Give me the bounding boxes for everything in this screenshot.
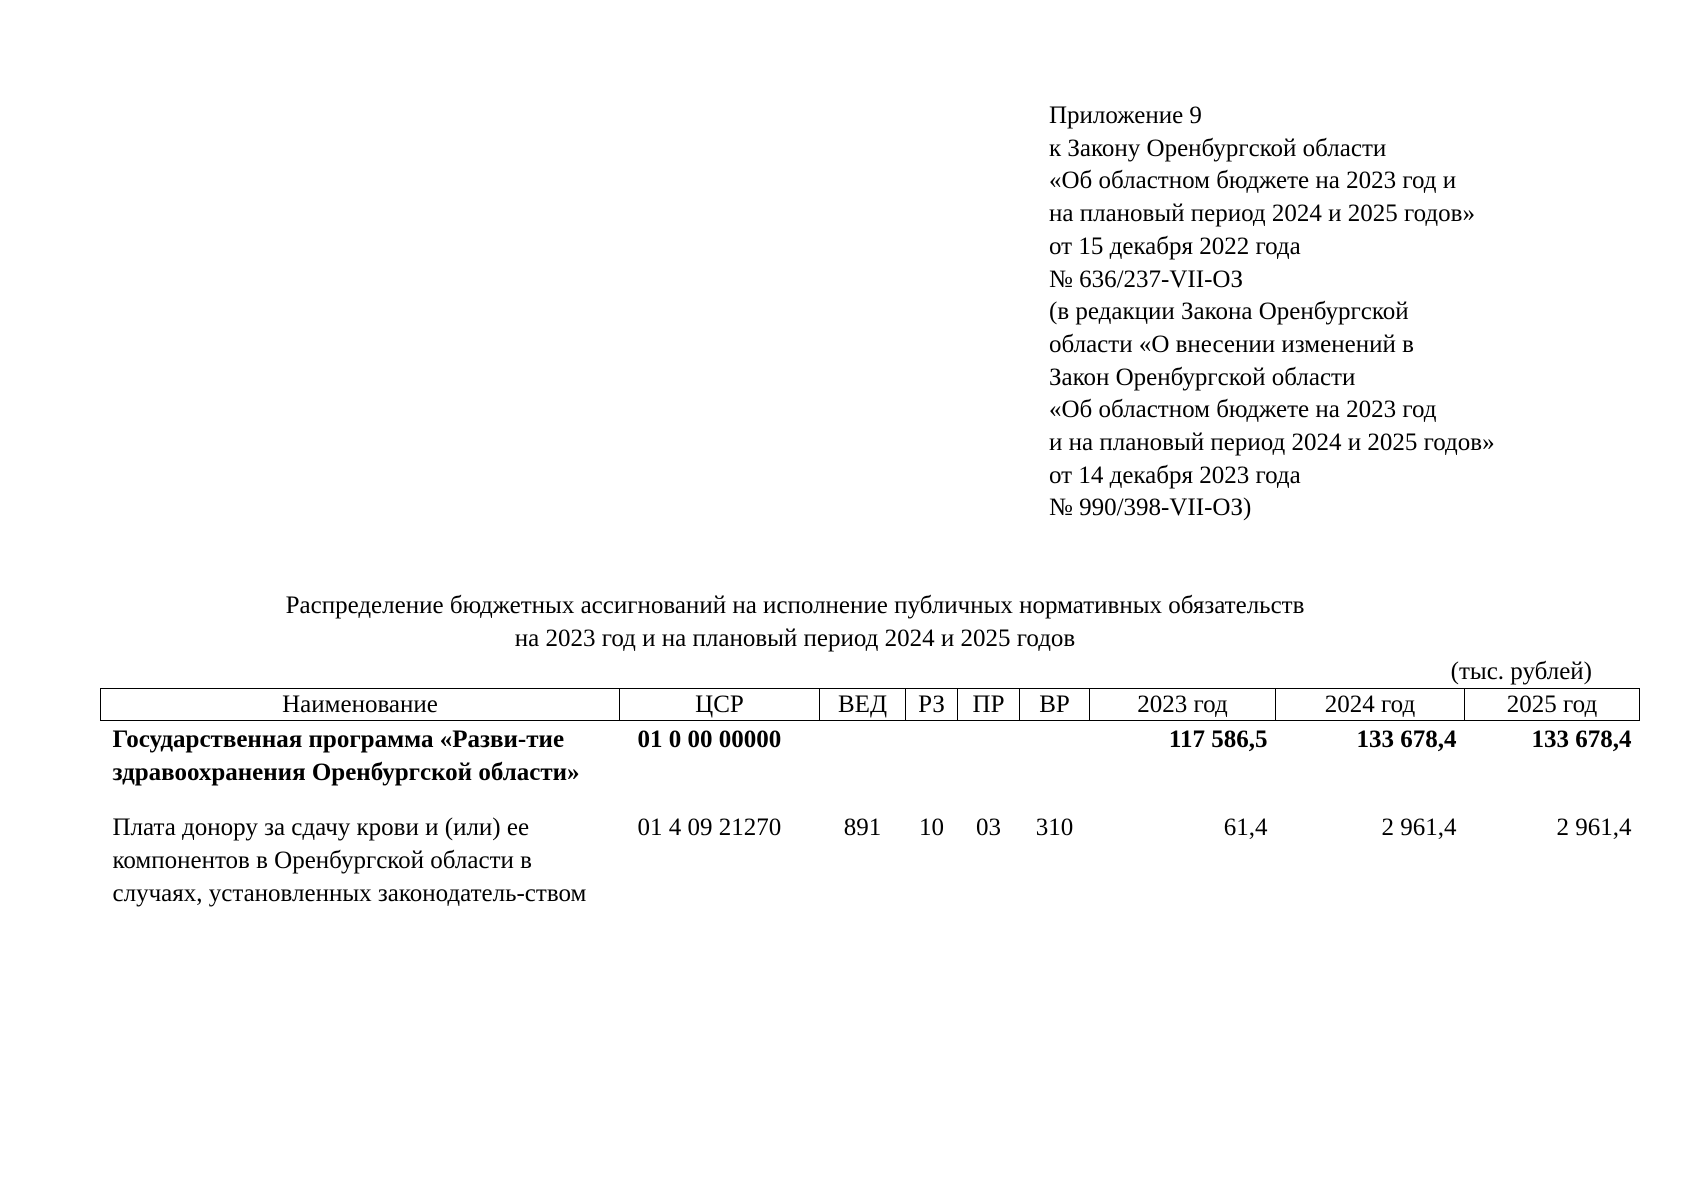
cell-pr: 03 bbox=[976, 814, 1001, 842]
units-label: (тыс. рублей) bbox=[1450, 658, 1592, 685]
appendix-line: Закон Оренбургской области bbox=[1049, 363, 1356, 391]
cell-ved bbox=[820, 721, 906, 810]
appendix-line: на плановый период 2024 и 2025 годов» bbox=[1049, 200, 1475, 228]
table-row bbox=[101, 721, 1640, 810]
header-row bbox=[101, 689, 1640, 721]
cell-2025: 133 678,4 bbox=[1531, 726, 1632, 753]
header-ved: ВЕД bbox=[820, 689, 906, 721]
cell-vr: 310 bbox=[1035, 814, 1074, 842]
appendix-line: № 636/237-VII-ОЗ bbox=[1049, 265, 1243, 293]
appendix-line: № 990/398-VII-ОЗ) bbox=[1049, 494, 1252, 522]
header-csr: ЦСР bbox=[620, 689, 820, 721]
header-vr: ВР bbox=[1020, 689, 1090, 721]
appendix-line: «Об областном бюджете на 2023 год bbox=[1049, 396, 1437, 424]
appendix-line: от 14 декабря 2023 года bbox=[1049, 461, 1301, 489]
cell-rz: 10 bbox=[919, 814, 944, 842]
cell-vr bbox=[1020, 721, 1090, 810]
title-line-2: на 2023 год и на плановый период 2024 и 2025 годов bbox=[514, 624, 1076, 652]
appendix-line: «Об областном бюджете на 2023 год и bbox=[1049, 167, 1457, 195]
cell-2023: 61,4 bbox=[1223, 814, 1268, 842]
cell-name: Государственная программа «Разви-тие здравоохранения Оренбургской области» bbox=[112, 726, 580, 786]
header-rz: РЗ bbox=[906, 689, 958, 721]
cell-2023: 117 586,5 bbox=[1168, 726, 1268, 753]
cell-csr: 01 0 00 00000 bbox=[637, 726, 782, 753]
cell-pr bbox=[958, 721, 1020, 810]
appendix-line: Приложение 9 bbox=[1049, 102, 1202, 129]
cell-2024: 2 961,4 bbox=[1381, 814, 1457, 842]
table-body bbox=[101, 721, 1640, 911]
table-row bbox=[101, 809, 1640, 910]
budget-table bbox=[100, 688, 1640, 911]
title-line-1: Распределение бюджетных ассигнований на исполнение публичных нормативных обязательств bbox=[285, 592, 1305, 619]
appendix-line: от 15 декабря 2022 года bbox=[1049, 232, 1301, 260]
appendix-line: области «О внесении изменений в bbox=[1049, 330, 1414, 358]
cell-name: Плата донору за сдачу крови и (или) ее компонентов в Оренбургской области в случаях, установленных законодатель-ством bbox=[112, 814, 587, 907]
cell-2024: 133 678,4 bbox=[1356, 726, 1457, 753]
header-pr: ПР bbox=[958, 689, 1020, 721]
appendix-line: и на плановый период 2024 и 2025 годов» bbox=[1049, 429, 1495, 457]
header-2024: 2024 год bbox=[1276, 689, 1465, 721]
appendix-header bbox=[1049, 100, 1669, 525]
cell-rz bbox=[906, 721, 958, 810]
header-2023: 2023 год bbox=[1090, 689, 1276, 721]
cell-ved: 891 bbox=[843, 814, 882, 842]
appendix-line: (в редакции Закона Оренбургской bbox=[1049, 298, 1409, 326]
cell-2025: 2 961,4 bbox=[1556, 814, 1632, 842]
table-header bbox=[101, 689, 1640, 721]
cell-csr: 01 4 09 21270 bbox=[637, 814, 782, 842]
document-title bbox=[150, 590, 1440, 655]
appendix-line: к Закону Оренбургской области bbox=[1049, 134, 1387, 162]
header-name: Наименование bbox=[101, 689, 620, 721]
header-2025: 2025 год bbox=[1465, 689, 1640, 721]
